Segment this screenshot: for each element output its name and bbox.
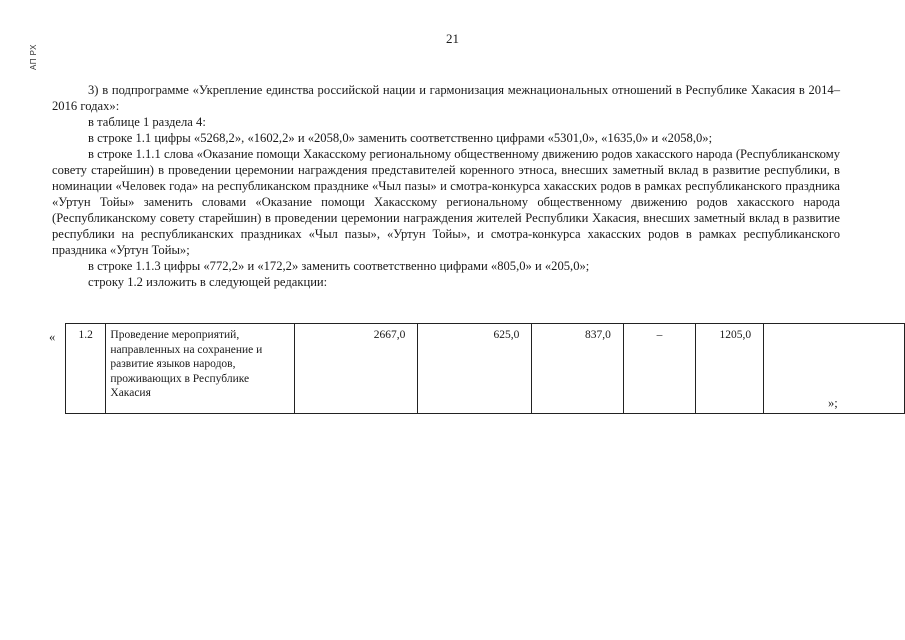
row-number-cell: 1.2 [66, 324, 106, 414]
paragraph-row-1-1-3: в строке 1.1.3 цифры «772,2» и «172,2» заменить соответственно цифрами «805,0» и «205,0»; [88, 259, 590, 273]
paragraph-table-ref: в таблице 1 раздела 4: [88, 115, 206, 129]
table-row [66, 324, 905, 414]
year-2015-cell: 837,0 [532, 324, 624, 414]
year-2016-cell: – [623, 324, 695, 414]
paragraph-row-1-1: в строке 1.1 цифры «5268,2», «1602,2» и «2058,0» заменить соответственно цифрами «5301,0», «1635,0» и «2058,0»; [88, 131, 713, 145]
replacement-row-table [65, 323, 905, 414]
year-2014-cell: 625,0 [418, 324, 532, 414]
opening-quote: « [49, 330, 56, 344]
margin-stamp: АП РХ [29, 44, 38, 71]
total-cell: 2667,0 [294, 324, 418, 414]
paragraph-row-1-2-intro: строку 1.2 изложить в следующей редакции: [88, 275, 328, 289]
row-name-cell: Проведение мероприятий, направленных на сохранение и развитие языков народов, проживающих в Республике Хакасия [106, 324, 294, 414]
document-body [52, 82, 840, 290]
paragraph-row-1-1-1: в строке 1.1.1 слова «Оказание помощи Хакасскому региональному общественному движению родов хакасского народа (Республиканскому совету старейшин) в проведении церемонии награждения представителей коренного этноса, внесших заметный вклад в развитие республики, в номинации «Человек года» на республиканском празднике «Чыл пазы» и смотра-конкурса хакасских родов в рамках республиканского праздника «Уртун Тойы» заменить словами «Оказание помощи Хакасскому региональному общественному движению родов хакасского народа (Республиканскому совету старейшин) в проведении церемонии награждения жителей Республики Хакасия, внесших заметный вклад в развитие республики на республиканских праздниках «Чыл пазы», «Уртун Тойы», и смотра-конкурса хакасских родов в рамках республиканского праздника «Уртун Тойы»; [52, 147, 840, 257]
closing-quote: »; [828, 396, 838, 410]
extra-value-cell: 1205,0 [696, 324, 764, 414]
paragraph-subprogram: 3) в подпрограмме «Укрепление единства российской нации и гармонизация межнациональных отношений в Республике Хакасия в 2014–2016 годах»: [52, 83, 840, 113]
page-number: 21 [446, 31, 459, 46]
